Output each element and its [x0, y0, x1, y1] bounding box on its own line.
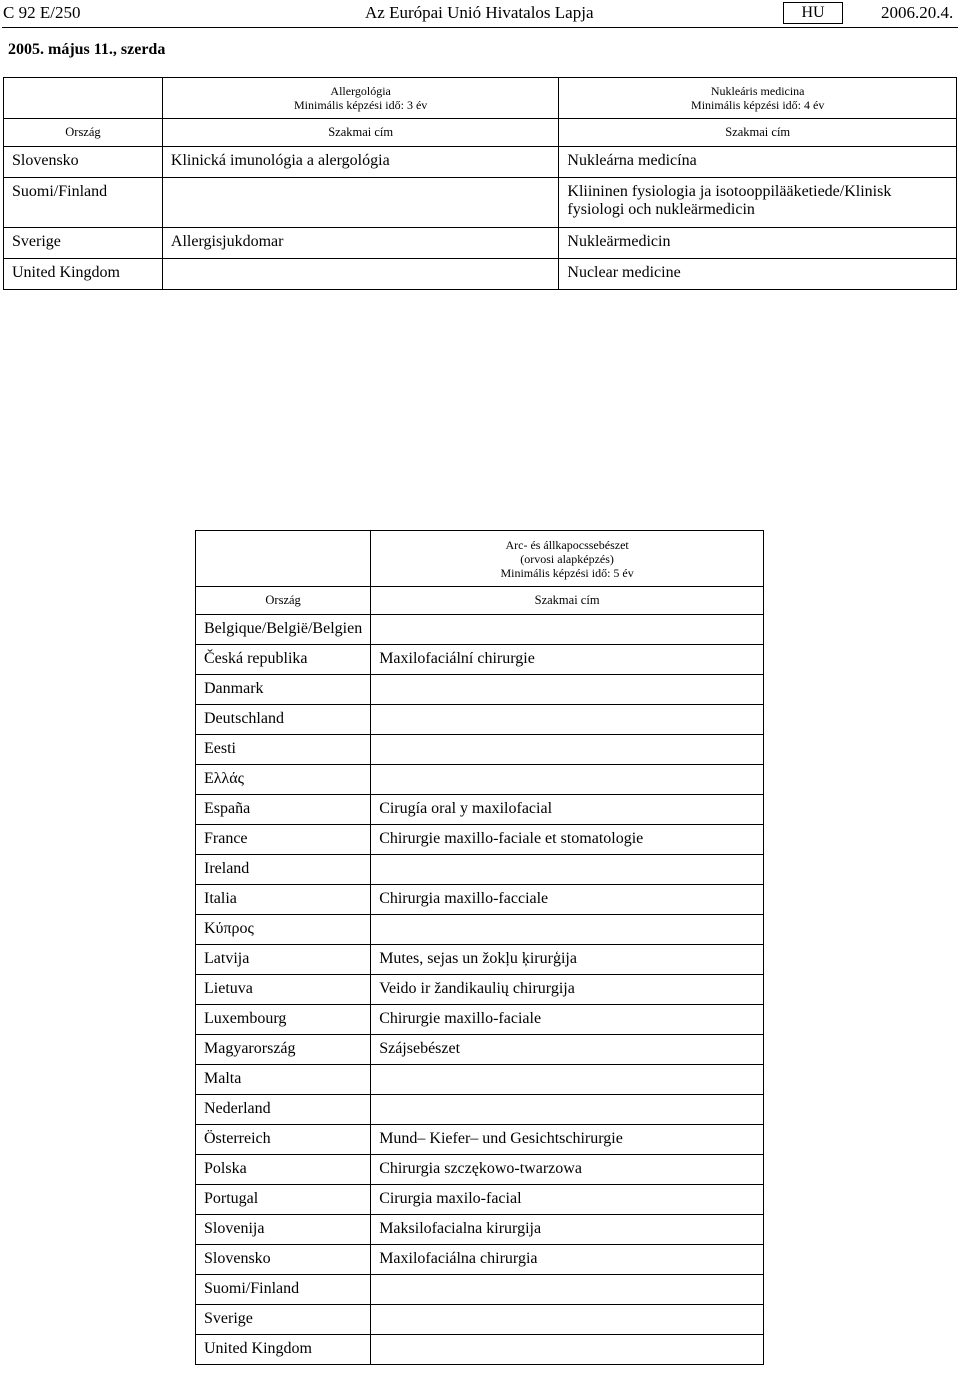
- maxillofacial-title-cell: Mund– Kiefer– und Gesichtschirurgie: [371, 1125, 764, 1155]
- maxillofacial-title-cell: Maxilofaciální chirurgie: [371, 645, 764, 675]
- allergy-title-cell: Allergisjukdomar: [162, 228, 558, 259]
- nuclear-header: [559, 78, 957, 119]
- table-row: [196, 1215, 764, 1245]
- maxillofacial-title-cell: [371, 1275, 764, 1305]
- table-row: [196, 975, 764, 1005]
- allergy-title-cell: [162, 259, 558, 290]
- allergy-title-cell: [162, 178, 558, 228]
- country-cell: Slovensko: [4, 147, 163, 178]
- country-cell: Ireland: [196, 855, 371, 885]
- country-cell: Österreich: [196, 1125, 371, 1155]
- maxillofacial-title-cell: [371, 1305, 764, 1335]
- maxillofacial-title-cell: [371, 915, 764, 945]
- country-column-header: Ország: [196, 587, 371, 615]
- nuclear-title-cell: Nuclear medicine: [559, 259, 957, 290]
- country-cell: Eesti: [196, 735, 371, 765]
- empty-header-cell: [4, 78, 163, 119]
- allergy-header: [162, 78, 558, 119]
- maxillofacial-title-cell: Chirurgie maxillo-faciale: [371, 1005, 764, 1035]
- language-badge: HU: [783, 2, 843, 24]
- country-cell: Danmark: [196, 675, 371, 705]
- country-cell: Nederland: [196, 1095, 371, 1125]
- title-column-header: Szakmai cím: [162, 119, 558, 147]
- table-row: [196, 1275, 764, 1305]
- title-column-header: Szakmai cím: [559, 119, 957, 147]
- header-divider: [2, 27, 958, 28]
- table-row: [4, 259, 957, 290]
- table-row: [196, 915, 764, 945]
- maxillofacial-min-duration: Minimális képzési idő: 5 év: [500, 565, 634, 580]
- maxillofacial-title-cell: [371, 705, 764, 735]
- nuclear-title-cell: Kliininen fysiologia ja isotooppilääketiede/Klinisk fysiologi och nukleärmedicin: [559, 178, 957, 228]
- country-cell: Slovenija: [196, 1215, 371, 1245]
- country-cell: United Kingdom: [4, 259, 163, 290]
- table-row: [196, 1035, 764, 1065]
- maxillofacial-title-cell: Chirurgie maxillo-faciale et stomatologie: [371, 825, 764, 855]
- country-cell: Portugal: [196, 1185, 371, 1215]
- table-row: [196, 1065, 764, 1095]
- maxillofacial-title-cell: Cirugía oral y maxilofacial: [371, 795, 764, 825]
- maxillofacial-subtitle: (orvosi alapképzés): [520, 551, 614, 566]
- table-row: [196, 1245, 764, 1275]
- country-cell: Sverige: [4, 228, 163, 259]
- page-header: [0, 0, 960, 28]
- table-row: [196, 1005, 764, 1035]
- table-row: [196, 1185, 764, 1215]
- table-row: [196, 945, 764, 975]
- maxillofacial-title-cell: [371, 1095, 764, 1125]
- country-cell: España: [196, 795, 371, 825]
- maxillofacial-header: [371, 531, 764, 587]
- country-column-header: Ország: [4, 119, 163, 147]
- country-cell: Latvija: [196, 945, 371, 975]
- maxillofacial-title-cell: Maksilofacialna kirurgija: [371, 1215, 764, 1245]
- maxillofacial-title: Arc- és állkapocssebészet: [505, 537, 629, 552]
- maxillofacial-title-cell: [371, 675, 764, 705]
- maxillofacial-title-cell: Cirurgia maxilo-facial: [371, 1185, 764, 1215]
- country-cell: Suomi/Finland: [196, 1275, 371, 1305]
- maxillofacial-title-cell: [371, 735, 764, 765]
- publication-date: 2006.20.4.: [881, 3, 954, 22]
- table-row: [196, 825, 764, 855]
- country-cell: Polska: [196, 1155, 371, 1185]
- country-cell: France: [196, 825, 371, 855]
- maxillofacial-title-cell: [371, 1065, 764, 1095]
- maxillofacial-title-cell: Chirurgia szczękowo-twarzowa: [371, 1155, 764, 1185]
- country-cell: Suomi/Finland: [4, 178, 163, 228]
- table-row: [196, 705, 764, 735]
- maxillofacial-title-cell: [371, 855, 764, 885]
- empty-header-cell: [196, 531, 371, 587]
- nuclear-title-cell: Nukleärmedicin: [559, 228, 957, 259]
- table-row: [196, 735, 764, 765]
- country-cell: Sverige: [196, 1305, 371, 1335]
- country-cell: Italia: [196, 885, 371, 915]
- maxillofacial-title-cell: [371, 1335, 764, 1365]
- journal-title: Az Európai Unió Hivatalos Lapja: [365, 3, 594, 22]
- country-cell: Belgique/België/Belgien: [196, 615, 371, 645]
- nuclear-title: Nukleáris medicina: [710, 84, 805, 98]
- page-reference: C 92 E/250: [3, 3, 81, 22]
- country-cell: Magyarország: [196, 1035, 371, 1065]
- maxillofacial-title-cell: [371, 615, 764, 645]
- session-date: 2005. május 11., szerda: [8, 41, 166, 58]
- title-column-header: Szakmai cím: [371, 587, 764, 615]
- specialty-table-maxillofacial: [195, 530, 764, 1365]
- nuclear-title-cell: Nukleárna medicína: [559, 147, 957, 178]
- table-row: [196, 615, 764, 645]
- country-cell: Česká republika: [196, 645, 371, 675]
- maxillofacial-title-cell: Veido ir žandikaulių chirurgija: [371, 975, 764, 1005]
- table-row: [196, 1155, 764, 1185]
- country-cell: United Kingdom: [196, 1335, 371, 1365]
- table-row: [4, 147, 957, 178]
- country-cell: Deutschland: [196, 705, 371, 735]
- table-row: [196, 855, 764, 885]
- table-row: [196, 885, 764, 915]
- table-row: [196, 1095, 764, 1125]
- specialty-table-allergy-nuclear: [3, 77, 957, 290]
- table-row: [4, 228, 957, 259]
- country-cell: Malta: [196, 1065, 371, 1095]
- table-row: [196, 1125, 764, 1155]
- country-cell: Slovensko: [196, 1245, 371, 1275]
- maxillofacial-title-cell: Szájsebészet: [371, 1035, 764, 1065]
- table-row: [196, 1305, 764, 1335]
- table-row: [196, 765, 764, 795]
- table-row: [196, 1335, 764, 1365]
- country-cell: Lietuva: [196, 975, 371, 1005]
- table-row: [4, 178, 957, 228]
- country-cell: Κύπρος: [196, 915, 371, 945]
- maxillofacial-title-cell: Maxilofaciálna chirurgia: [371, 1245, 764, 1275]
- allergy-min-duration: Minimális képzési idő: 3 év: [293, 98, 428, 112]
- allergy-title-cell: Klinická imunológia a alergológia: [162, 147, 558, 178]
- maxillofacial-title-cell: [371, 765, 764, 795]
- allergy-title: Allergológia: [330, 84, 391, 98]
- table-row: [196, 645, 764, 675]
- maxillofacial-title-cell: Chirurgia maxillo-facciale: [371, 885, 764, 915]
- table-row: [196, 795, 764, 825]
- nuclear-min-duration: Minimális képzési idő: 4 év: [691, 98, 825, 112]
- country-cell: Luxembourg: [196, 1005, 371, 1035]
- country-cell: Ελλάς: [196, 765, 371, 795]
- table-row: [196, 675, 764, 705]
- maxillofacial-title-cell: Mutes, sejas un žokļu ķirurģija: [371, 945, 764, 975]
